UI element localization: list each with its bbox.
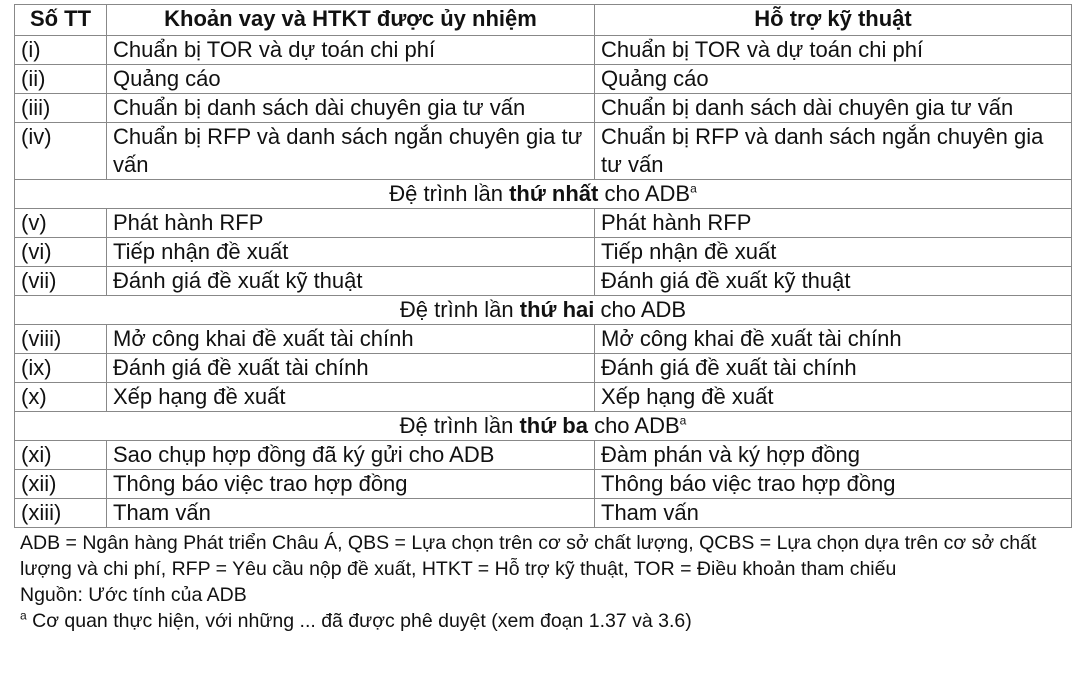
cell-no: (xi) bbox=[15, 441, 107, 470]
header-loan: Khoản vay và HTKT được ủy nhiệm bbox=[107, 5, 595, 36]
cell-loan: Tham vấn bbox=[107, 499, 595, 528]
cell-loan: Chuẩn bị RFP và danh sách ngắn chuyên gia tư vấn bbox=[107, 123, 595, 180]
table-row bbox=[15, 325, 1072, 354]
cell-no: (i) bbox=[15, 36, 107, 65]
cell-ta: Chuẩn bị TOR và dự toán chi phí bbox=[595, 36, 1072, 65]
abbreviations-note: ADB = Ngân hàng Phát triển Châu Á, QBS = Lựa chọn trên cơ sở chất lượng, QCBS = Lựa chọn dựa trên cơ sở chất lượng và chi phí, RFP = Yêu cầu nộp đề xuất, HTKT = Hỗ trợ kỹ thuật, TOR = Điều khoản tham chiếu bbox=[20, 532, 1037, 580]
cell-loan: Xếp hạng đề xuất bbox=[107, 383, 595, 412]
header-no: Số TT bbox=[15, 5, 107, 36]
table-row bbox=[15, 383, 1072, 412]
cell-loan: Tiếp nhận đề xuất bbox=[107, 238, 595, 267]
table-row bbox=[15, 36, 1072, 65]
footnote-a: $^a$ Cơ quan thực hiện, với những ... đã được phê duyệt (xem đoạn 1.37 và 3.6) bbox=[20, 608, 692, 632]
cell-ta: Chuẩn bị RFP và danh sách ngắn chuyên gia tư vấn bbox=[595, 123, 1072, 180]
table-row bbox=[15, 238, 1072, 267]
cell-no: (ii) bbox=[15, 65, 107, 94]
table-row bbox=[15, 267, 1072, 296]
table-row bbox=[15, 94, 1072, 123]
cell-no: (vi) bbox=[15, 238, 107, 267]
cell-loan: Phát hành RFP bbox=[107, 209, 595, 238]
table-row bbox=[15, 209, 1072, 238]
submission-label: Đệ trình lần thứ ba cho ADB$^a$ bbox=[15, 412, 1072, 441]
cell-ta: Phát hành RFP bbox=[595, 209, 1072, 238]
submission-row bbox=[15, 412, 1072, 441]
procurement-table bbox=[14, 4, 1072, 528]
header-row bbox=[15, 5, 1072, 36]
table-row bbox=[15, 123, 1072, 180]
cell-loan: Chuẩn bị danh sách dài chuyên gia tư vấn bbox=[107, 94, 595, 123]
cell-no: (xiii) bbox=[15, 499, 107, 528]
cell-loan: Thông báo việc trao hợp đồng bbox=[107, 470, 595, 499]
table-notes bbox=[20, 530, 1070, 634]
cell-no: (xii) bbox=[15, 470, 107, 499]
cell-no: (vii) bbox=[15, 267, 107, 296]
table-row bbox=[15, 354, 1072, 383]
table-row bbox=[15, 65, 1072, 94]
cell-loan: Chuẩn bị TOR và dự toán chi phí bbox=[107, 36, 595, 65]
cell-loan: Sao chụp hợp đồng đã ký gửi cho ADB bbox=[107, 441, 595, 470]
cell-ta: Đánh giá đề xuất tài chính bbox=[595, 354, 1072, 383]
header-ta: Hỗ trợ kỹ thuật bbox=[595, 5, 1072, 36]
cell-ta: Đàm phán và ký hợp đồng bbox=[595, 441, 1072, 470]
cell-ta: Đánh giá đề xuất kỹ thuật bbox=[595, 267, 1072, 296]
cell-ta: Chuẩn bị danh sách dài chuyên gia tư vấn bbox=[595, 94, 1072, 123]
cell-no: (iv) bbox=[15, 123, 107, 180]
cell-ta: Tiếp nhận đề xuất bbox=[595, 238, 1072, 267]
cell-no: (viii) bbox=[15, 325, 107, 354]
cell-loan: Mở công khai đề xuất tài chính bbox=[107, 325, 595, 354]
cell-loan: Quảng cáo bbox=[107, 65, 595, 94]
submission-row bbox=[15, 296, 1072, 325]
source-note: Nguồn: Ước tính của ADB bbox=[20, 584, 247, 606]
table-row bbox=[15, 470, 1072, 499]
submission-label: Đệ trình lần thứ hai cho ADB bbox=[15, 296, 1072, 325]
submission-row bbox=[15, 180, 1072, 209]
cell-ta: Xếp hạng đề xuất bbox=[595, 383, 1072, 412]
cell-no: (iii) bbox=[15, 94, 107, 123]
submission-label: Đệ trình lần thứ nhất cho ADB$^a$ bbox=[15, 180, 1072, 209]
cell-loan: Đánh giá đề xuất kỹ thuật bbox=[107, 267, 595, 296]
cell-ta: Quảng cáo bbox=[595, 65, 1072, 94]
table-row bbox=[15, 499, 1072, 528]
cell-no: (x) bbox=[15, 383, 107, 412]
cell-no: (ix) bbox=[15, 354, 107, 383]
table-row bbox=[15, 441, 1072, 470]
cell-no: (v) bbox=[15, 209, 107, 238]
cell-ta: Thông báo việc trao hợp đồng bbox=[595, 470, 1072, 499]
cell-loan: Đánh giá đề xuất tài chính bbox=[107, 354, 595, 383]
cell-ta: Mở công khai đề xuất tài chính bbox=[595, 325, 1072, 354]
cell-ta: Tham vấn bbox=[595, 499, 1072, 528]
